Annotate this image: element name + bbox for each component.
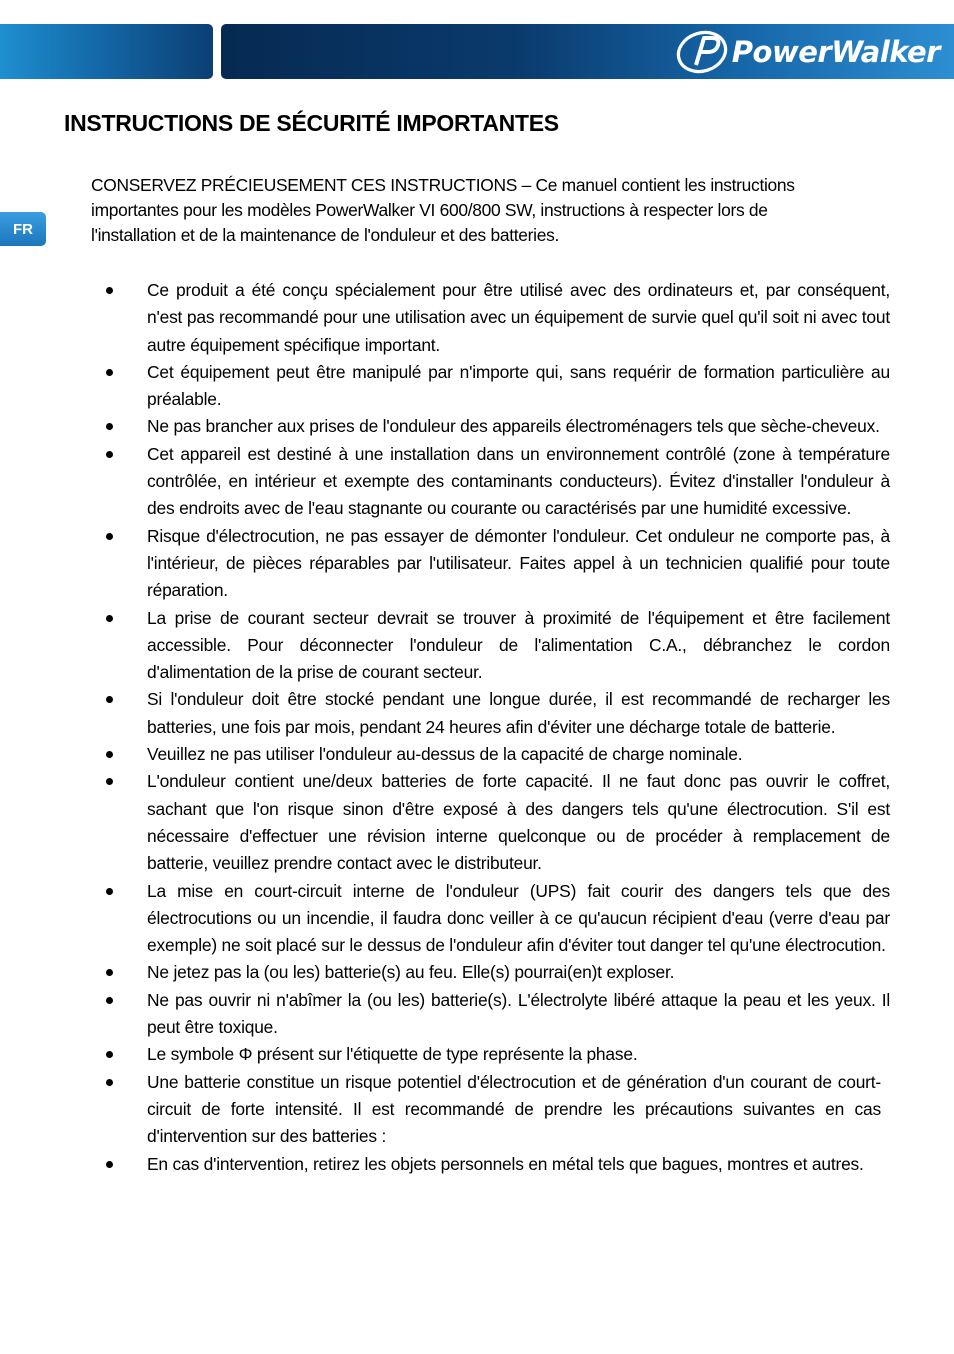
list-item-text: L'onduleur contient une/deux batteries de forte capacité. Il ne faut donc pas ouvrir le coffret, sachant que l'on risque sinon d'être exposé à des dangers tels qu'une électrocution. S'il est nécessaire d'effectuer une révision interne quelconque ou de procéder à remplacement de batterie, veuillez prendre contact avec le distributeur.	[147, 771, 890, 874]
list-item-text: Risque d'électrocution, ne pas essayer de démonter l'onduleur. Cet onduleur ne comporte pas, à l'intérieur, de pièces réparables par l'utilisateur. Faites appel à un technicien qualifié pour toute réparation.	[147, 525, 890, 601]
bullet-icon	[106, 751, 113, 758]
bullet-icon	[106, 969, 113, 976]
page-title: INSTRUCTIONS DE SÉCURITÉ IMPORTANTES	[64, 110, 559, 136]
list-item	[99, 768, 890, 877]
list-item	[99, 523, 890, 605]
bullet-icon	[106, 615, 113, 622]
powerwalker-logo-text: PowerWalker	[731, 34, 940, 69]
list-item-text: Ne pas ouvrir ni n'abîmer la (ou les) batterie(s). L'électrolyte libéré attaque la peau et les yeux. Il peut être toxique.	[147, 989, 890, 1038]
list-item-text: La prise de courant secteur devrait se trouver à proximité de l'équipement et être facilement accessible. Pour déconnecter l'onduleur de l'alimentation C.A., débranchez le cordon d'alimentation de la prise de courant secteur.	[147, 607, 890, 683]
bullet-icon	[106, 533, 113, 540]
list-item-text: La mise en court-circuit interne de l'onduleur (UPS) fait courir des dangers tels que des électrocutions ou un incendie, il faudra donc veiller à ce qu'aucun récipient d'eau (verre d'eau par exemple) ne soit placé sur le dessus de l'onduleur afin d'éviter tout danger tel qu'une électrocution.	[147, 880, 890, 956]
bullet-icon	[106, 423, 113, 430]
safety-instructions-list	[99, 277, 890, 1178]
bullet-icon	[106, 1079, 113, 1086]
list-item-text: Ne jetez pas la (ou les) batterie(s) au feu. Elle(s) pourrai(en)t exploser.	[147, 962, 675, 983]
list-item-text: Cet appareil est destiné à une installation dans un environnement contrôlé (zone à température contrôlée, en intérieur et exempte des contaminants conducteurs). Évitez d'installer l'onduleur à des endroits avec de l'eau stagnante ou courante ou caractérisés par une humidité excessive.	[147, 443, 890, 519]
list-item-text: Le symbole Φ présent sur l'étiquette de type représente la phase.	[147, 1044, 638, 1065]
intro-paragraph: CONSERVEZ PRÉCIEUSEMENT CES INSTRUCTIONS – Ce manuel contient les instructions importantes pour les modèles PowerWalker VI 600/800 SW, instructions à respecter lors de l'installation et de la maintenance de l'onduleur et des batteries.	[91, 175, 795, 245]
list-item-text: Ne pas brancher aux prises de l'onduleur des appareils électroménagers tels que sèche-cheveux.	[147, 416, 880, 437]
list-item	[99, 741, 890, 768]
list-item	[99, 413, 890, 440]
list-item-text: Veuillez ne pas utiliser l'onduleur au-dessus de la capacité de charge nominale.	[147, 744, 743, 765]
powerwalker-logo-icon	[674, 29, 730, 75]
bullet-icon	[106, 696, 113, 703]
list-item-text: Ce produit a été conçu spécialement pour être utilisé avec des ordinateurs et, par conséquent, n'est pas recommandé pour une utilisation avec un équipement de survie quel qu'il soit ni avec tout autre équipement spécifique important.	[147, 280, 890, 355]
list-item	[99, 359, 890, 414]
list-item	[99, 1069, 890, 1151]
list-item	[99, 987, 890, 1042]
bullet-icon	[106, 778, 113, 785]
list-item	[99, 878, 890, 960]
powerwalker-logo	[674, 24, 940, 79]
language-tab-fr[interactable]: FR	[0, 212, 46, 246]
bullet-icon	[106, 369, 113, 376]
list-item	[99, 1151, 890, 1178]
bullet-icon	[106, 997, 113, 1004]
bullet-icon	[106, 451, 113, 458]
list-item	[99, 277, 890, 359]
list-item	[99, 605, 890, 687]
list-item-text: En cas d'intervention, retirez les objets personnels en métal tels que bagues, montres et autres.	[147, 1153, 864, 1174]
list-item	[99, 441, 890, 523]
bullet-icon	[106, 1051, 113, 1058]
bullet-icon	[106, 888, 113, 895]
list-item-text: Une batterie constitue un risque potentiel d'électrocution et de génération d'un courant de court-circuit de forte intensité. Il est recommandé de prendre les précautions suivantes en cas d'intervention sur des batteries :	[147, 1071, 881, 1147]
header-bar-left	[0, 24, 213, 79]
list-item	[99, 959, 890, 986]
list-item-text: Si l'onduleur doit être stocké pendant une longue durée, il est recommandé de recharger les batteries, une fois par mois, pendant 24 heures afin d'éviter une décharge totale de batterie.	[147, 689, 890, 737]
bullet-icon	[106, 287, 113, 294]
list-item-text: Cet équipement peut être manipulé par n'importe qui, sans requérir de formation particulière au préalable.	[147, 361, 890, 410]
list-item	[99, 686, 890, 741]
list-item	[99, 1041, 890, 1068]
bullet-icon	[106, 1161, 113, 1168]
